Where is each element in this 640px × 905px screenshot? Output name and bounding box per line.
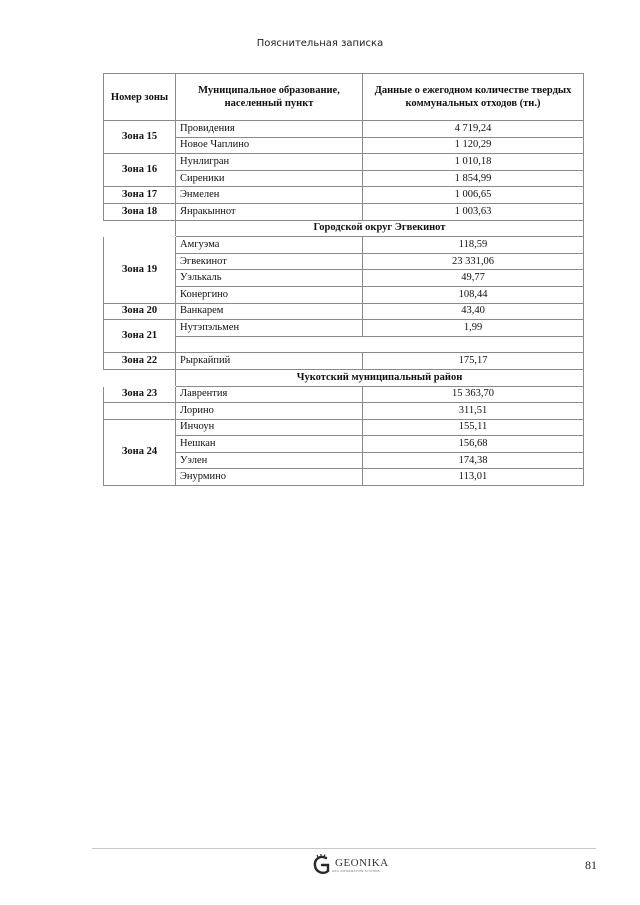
value-cell: 108,44: [363, 286, 584, 303]
table-row: [104, 286, 584, 303]
place-cell: Лорино: [176, 403, 363, 420]
zone-cell: Зона 21: [104, 320, 176, 353]
table-header-row: [104, 74, 584, 121]
place-cell: Новое Чаплино: [176, 137, 363, 154]
table-row: [104, 452, 584, 469]
zone-cell: Зона 15: [104, 121, 176, 154]
table-row: [104, 403, 584, 420]
value-cell: 174,38: [363, 452, 584, 469]
place-cell: Провидения: [176, 121, 363, 138]
zone-cell: Зона 19: [104, 237, 176, 303]
place-cell: Нунлигран: [176, 154, 363, 171]
place-cell: Сиреники: [176, 170, 363, 187]
column-header-municipality: Муниципальное образование, населенный пункт: [176, 74, 363, 121]
value-cell: 156,68: [363, 436, 584, 453]
place-cell: Лаврентия: [176, 386, 363, 403]
zone-cell: Зона 24: [104, 419, 176, 485]
value-cell: 1 006,65: [363, 187, 584, 204]
value-cell: 175,17: [363, 353, 584, 370]
value-cell: 43,40: [363, 303, 584, 320]
table-row: [104, 303, 584, 320]
table-row: [104, 203, 584, 220]
table-row: [104, 419, 584, 436]
place-cell: Инчоун: [176, 419, 363, 436]
value-cell: 1 854,99: [363, 170, 584, 187]
logo-subtitle: GEO INFORMATION SYSTEMS: [332, 868, 380, 873]
table-row: [104, 237, 584, 254]
value-cell: 1 003,63: [363, 203, 584, 220]
table-row: [104, 336, 584, 353]
waste-data-table: [103, 73, 584, 486]
table-row: [104, 170, 584, 187]
section-row: [104, 369, 584, 386]
place-cell: Янракыннот: [176, 203, 363, 220]
geonika-logo-mark-icon: [312, 854, 332, 876]
place-cell: Эгвекинот: [176, 253, 363, 270]
section-title: Чукотский муниципальный район: [176, 369, 584, 386]
table-row: [104, 386, 584, 403]
value-cell: 49,77: [363, 270, 584, 287]
place-cell: Рыркайпий: [176, 353, 363, 370]
value-cell: 4 719,24: [363, 121, 584, 138]
place-cell: Уэлькаль: [176, 270, 363, 287]
table-row: [104, 320, 584, 337]
logo-text: GEONIKA: [335, 856, 389, 869]
place-cell: Амгуэма: [176, 237, 363, 254]
table-row: [104, 436, 584, 453]
section-blank-cell: [104, 369, 176, 386]
table-row: [104, 137, 584, 154]
value-cell: 1,99: [363, 320, 584, 337]
place-cell: Энурмино: [176, 469, 363, 486]
table-row: [104, 253, 584, 270]
section-title: Городской округ Эгвекинот: [176, 220, 584, 237]
zone-cell: Зона 17: [104, 187, 176, 204]
table-row: [104, 121, 584, 138]
zone-cell: Зона 23: [104, 386, 176, 403]
section-blank-cell: [104, 220, 176, 237]
zone-cell: Зона 18: [104, 203, 176, 220]
value-cell: 1 010,18: [363, 154, 584, 171]
value-cell: 311,51: [363, 403, 584, 420]
place-cell: Нешкан: [176, 436, 363, 453]
section-row: [104, 220, 584, 237]
column-header-waste-amount: Данные о ежегодном количестве твердых коммунальных отходов (тн.): [363, 74, 584, 121]
place-cell: Энмелен: [176, 187, 363, 204]
value-cell: 23 331,06: [363, 253, 584, 270]
page-number: 81: [585, 858, 597, 872]
table-row: [104, 469, 584, 486]
geonika-logo: [312, 852, 389, 878]
place-cell: Нутэпэльмен: [176, 320, 363, 337]
value-cell: 155,11: [363, 419, 584, 436]
zone-cell-empty: [104, 403, 176, 420]
empty-cell: [176, 336, 584, 353]
value-cell: 118,59: [363, 237, 584, 254]
footer-divider: [92, 848, 596, 849]
place-cell: Конергино: [176, 286, 363, 303]
table-row: [104, 353, 584, 370]
table-row: [104, 270, 584, 287]
place-cell: Ванкарем: [176, 303, 363, 320]
table-row: [104, 187, 584, 204]
zone-cell: Зона 20: [104, 303, 176, 320]
place-cell: Уэлен: [176, 452, 363, 469]
zone-cell: Зона 16: [104, 154, 176, 187]
value-cell: 15 363,70: [363, 386, 584, 403]
value-cell: 1 120,29: [363, 137, 584, 154]
zone-cell: Зона 22: [104, 353, 176, 370]
page-header-title: Пояснительная записка: [256, 38, 384, 49]
table-row: [104, 154, 584, 171]
value-cell: 113,01: [363, 469, 584, 486]
column-header-zone: Номер зоны: [104, 74, 176, 121]
